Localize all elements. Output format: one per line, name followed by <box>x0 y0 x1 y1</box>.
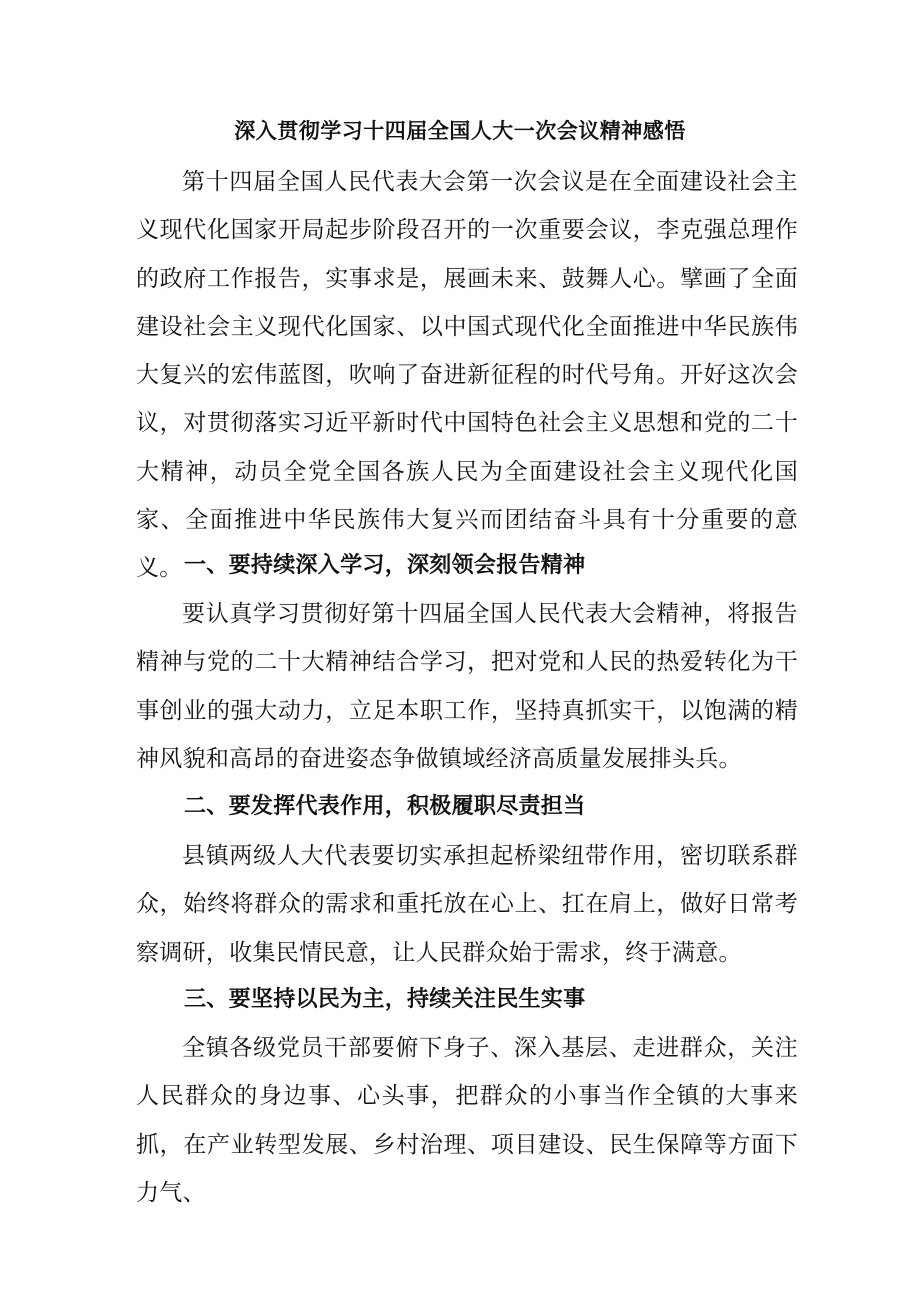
intro-paragraph: 第十四届全国人民代表大会第一次会议是在全面建设社会主义现代化国家开局起步阶段召开的一次重要会议，李克强总理作的政府工作报告，实事求是，展画未来、鼓舞人心。擘画了全面建设社会主义现代化国家、以中国式现代化全面推进中华民族伟大复兴的宏伟蓝图，吹响了奋进新征程的时代号角。开好这次会议，对贯彻落实习近平新时代中国特色社会主义思想和党的二十大精神，动员全党全国各族人民为全面建设社会主义现代化国家、全面推进中华民族伟大复兴而团结奋斗具有十分重要的意义。 <box>136 169 798 582</box>
section-heading-2: 二、要发挥代表作用，积极履职尽责担当 <box>184 794 586 819</box>
section-heading-3: 三、要坚持以民为主，持续关注民生实事 <box>184 987 586 1012</box>
document-title: 深入贯彻学习十四届全国人大一次会议精神感悟 <box>234 119 686 143</box>
section-paragraph-3: 全镇各级党员干部要俯下身子、深入基层、走进群众，关注人民群众的身边事、心头事，把群众的小事当作全镇的大事来抓，在产业转型发展、乡村治理、项目建设、民生保障等方面下力气、 <box>136 1035 798 1206</box>
section-heading-1: 一、要持续深入学习，深刻领会报告精神 <box>184 553 586 578</box>
section-paragraph-1: 要认真学习贯彻好第十四届全国人民代表大会精神，将报告精神与党的二十大精神结合学习，把对党和人民的热爱转化为干事创业的强大动力，立足本职工作，坚持真抓实干，以饱满的精神风貌和高昂的奋进姿态争做镇域经济高质量发展排头兵。 <box>136 601 798 772</box>
section-paragraph-2: 县镇两级人大代表要切实承担起桥梁纽带作用，密切联系群众，始终将群众的需求和重托放在心上、扛在肩上，做好日常考察调研，收集民情民意，让人民群众始于需求，终于满意。 <box>136 843 798 966</box>
